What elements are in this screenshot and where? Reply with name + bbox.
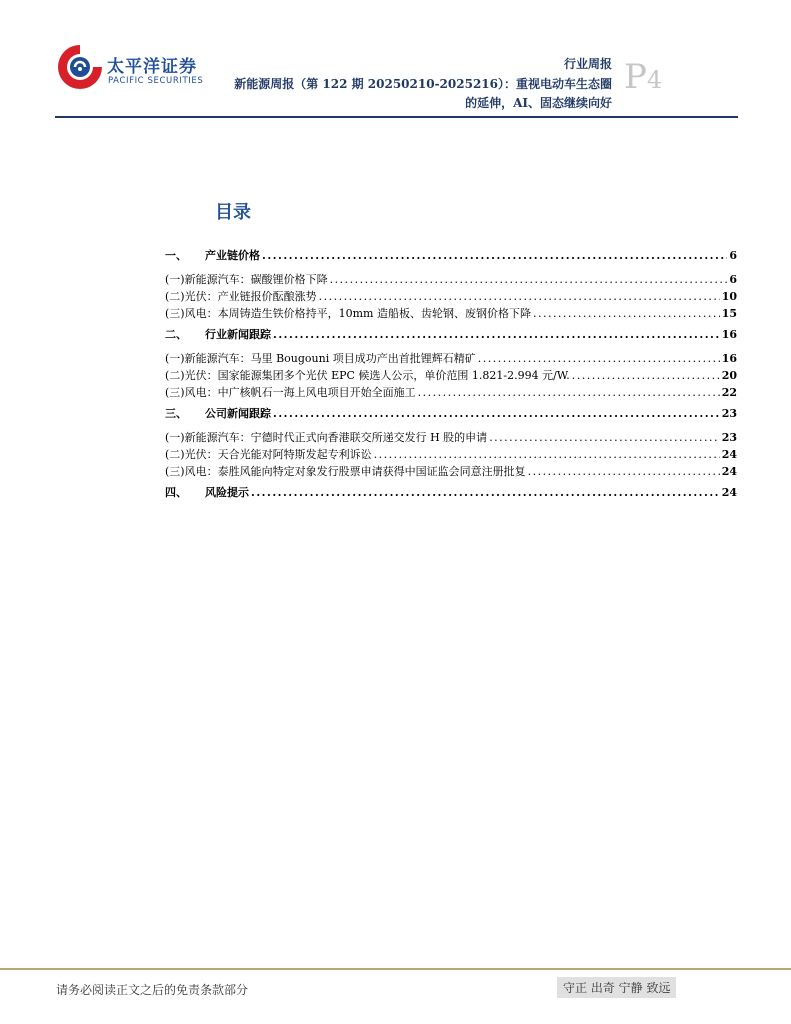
toc-dot-leader xyxy=(273,406,720,421)
toc-entry-number: (三) xyxy=(165,307,185,320)
toc-entry-page: 10 xyxy=(721,290,737,303)
page-number-letter: P xyxy=(624,57,647,97)
toc-entry-number: 三、 xyxy=(165,407,187,420)
report-category: 行业周报 xyxy=(563,57,612,71)
footer-motto: 守正 出奇 宁静 致远 xyxy=(557,977,676,998)
toc-entry-page: 16 xyxy=(721,328,737,341)
toc-entry-number: (三) xyxy=(165,386,185,399)
toc-entry-page: 6 xyxy=(729,273,737,286)
header-divider xyxy=(55,116,738,118)
toc-dot-leader xyxy=(528,464,720,479)
toc-entry[interactable] xyxy=(165,447,737,462)
toc-entry[interactable] xyxy=(165,351,737,366)
toc-entry-title: 公司新闻跟踪 xyxy=(205,407,271,420)
toc-entry-title: 光伏：天合光能对阿特斯发起专利诉讼 xyxy=(184,448,372,461)
toc-entry-title: 新能源汽车：碳酸锂价格下降 xyxy=(184,273,328,286)
table-of-contents xyxy=(165,248,737,500)
footer-disclaimer: 请务必阅读正文之后的免责条款部分 xyxy=(56,983,249,997)
toc-entry-number: 四、 xyxy=(165,486,187,499)
toc-entry[interactable] xyxy=(165,289,737,304)
toc-dot-leader xyxy=(273,327,720,342)
toc-entry-title: 光伏：国家能源集团多个光伏 EPC 候选人公示，单价范围 1.821-2.994 元/W. xyxy=(184,369,570,382)
toc-entry[interactable] xyxy=(165,464,737,479)
toc-dot-leader xyxy=(319,289,720,304)
toc-entry-page: 23 xyxy=(721,431,737,444)
toc-entry-title: 新能源汽车：马里 Bougouni 项目成功产出首批锂辉石精矿 xyxy=(184,352,476,365)
toc-dot-leader xyxy=(262,248,727,263)
toc-title: 目录 xyxy=(215,202,251,223)
page-number-digit: 4 xyxy=(646,66,663,94)
toc-entry[interactable] xyxy=(165,485,737,500)
toc-entry[interactable] xyxy=(165,306,737,321)
toc-dot-leader xyxy=(572,368,720,383)
toc-entry-number: (二) xyxy=(165,290,185,303)
logo-emblem-icon xyxy=(55,42,105,92)
toc-entry-title: 新能源汽车：宁德时代正式向香港联交所递交发行 H 股的申请 xyxy=(184,431,488,444)
company-logo xyxy=(55,42,215,92)
toc-dot-leader xyxy=(330,272,728,287)
toc-entry[interactable] xyxy=(165,327,737,342)
logo-text-en: PACIFIC SECURITIES xyxy=(108,76,204,86)
toc-entry-number: (二) xyxy=(165,448,185,461)
toc-entry[interactable] xyxy=(165,272,737,287)
toc-dot-leader xyxy=(489,430,720,445)
toc-dot-leader xyxy=(418,385,720,400)
toc-entry-page: 23 xyxy=(721,407,737,420)
toc-entry-number: (一) xyxy=(165,352,185,365)
toc-entry-number: (一) xyxy=(165,431,185,444)
page-number xyxy=(624,57,663,97)
toc-entry-title: 风电：泰胜风能向特定对象发行股票申请获得中国证监会同意注册批复 xyxy=(184,465,526,478)
toc-entry-page: 20 xyxy=(721,369,737,382)
toc-entry-number: 二、 xyxy=(165,328,187,341)
report-title-line2: 的延伸，AI、固态继续向好 xyxy=(465,96,612,110)
toc-entry-title: 产业链价格 xyxy=(205,249,260,262)
toc-entry-page: 16 xyxy=(721,352,737,365)
toc-entry[interactable] xyxy=(165,406,737,421)
toc-entry[interactable] xyxy=(165,385,737,400)
toc-entry-title: 行业新闻跟踪 xyxy=(205,328,271,341)
toc-entry[interactable] xyxy=(165,248,737,263)
toc-dot-leader xyxy=(478,351,720,366)
toc-entry[interactable] xyxy=(165,368,737,383)
toc-entry-page: 22 xyxy=(721,386,737,399)
report-title-line1: 新能源周报（第 122 期 20250210-2025216）：重视电动车生态圈 xyxy=(234,77,612,91)
footer-divider xyxy=(0,968,791,970)
toc-entry-number: (三) xyxy=(165,465,185,478)
toc-entry-title: 风电：本周铸造生铁价格持平，10mm 造船板、齿轮钢、废钢价格下降 xyxy=(184,307,531,320)
toc-dot-leader xyxy=(251,485,720,500)
logo-text-cn: 太平洋证券 xyxy=(107,57,197,77)
toc-dot-leader xyxy=(533,306,720,321)
toc-entry-page: 24 xyxy=(721,448,737,461)
toc-entry-page: 15 xyxy=(721,307,737,320)
toc-entry-page: 6 xyxy=(729,249,737,262)
toc-entry-title: 风电：中广核帆石一海上风电项目开始全面施工 xyxy=(184,386,416,399)
toc-entry-title: 光伏：产业链报价酝酿涨势 xyxy=(184,290,317,303)
toc-dot-leader xyxy=(374,447,720,462)
toc-entry-number: (二) xyxy=(165,369,185,382)
toc-entry-number: (一) xyxy=(165,273,185,286)
toc-entry-page: 24 xyxy=(721,465,737,478)
toc-entry-page: 24 xyxy=(721,486,737,499)
toc-entry[interactable] xyxy=(165,430,737,445)
toc-entry-number: 一、 xyxy=(165,249,187,262)
toc-entry-title: 风险提示 xyxy=(205,486,249,499)
